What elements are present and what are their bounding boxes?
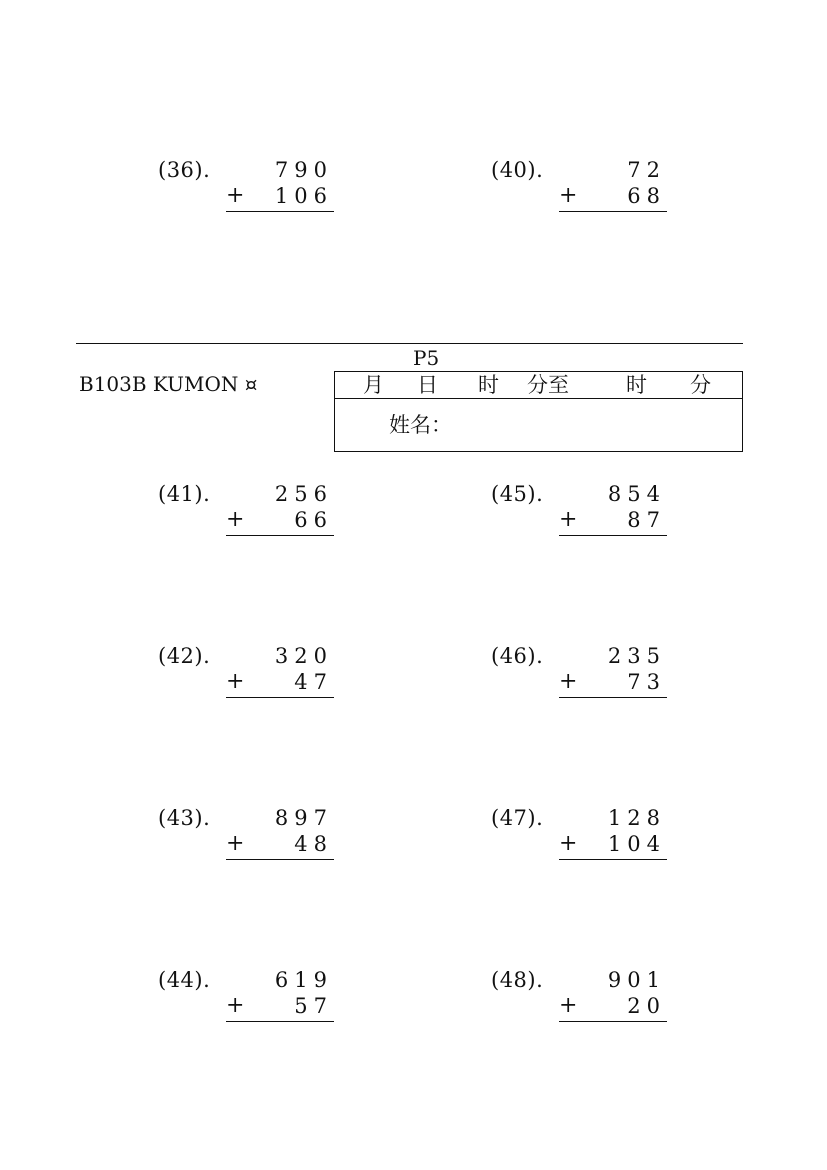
addend-bottom: 57 (294, 994, 333, 1018)
sum-rule (226, 1021, 334, 1022)
sum-rule (559, 697, 667, 698)
addend-top: 790 (274, 158, 333, 182)
problem-number: (47). (491, 806, 544, 830)
problem-40 (491, 157, 751, 227)
name-field-label: 姓名： (389, 413, 452, 437)
addend-top: 72 (627, 158, 666, 182)
addend-top: 235 (607, 644, 666, 668)
addend-top: 619 (274, 968, 333, 992)
problem-47 (491, 805, 751, 875)
date-name-box (334, 371, 743, 452)
day-label: 日 (417, 373, 438, 397)
minute-end-label: 分 (690, 373, 711, 397)
problem-45 (491, 481, 751, 551)
problem-number: (48). (491, 968, 544, 992)
hour-start-label: 时 (478, 373, 499, 397)
plus-sign: + (559, 669, 578, 694)
worksheet-code: B103B KUMON ¤ (79, 372, 258, 396)
addend-bottom: 20 (627, 994, 666, 1018)
month-label: 月 (363, 373, 384, 397)
page-label: P5 (413, 346, 440, 370)
sum-rule (559, 535, 667, 536)
sum-rule (226, 697, 334, 698)
sum-rule (559, 859, 667, 860)
plus-sign: + (226, 669, 245, 694)
problem-46 (491, 643, 751, 713)
sum-rule (226, 859, 334, 860)
sum-rule (226, 535, 334, 536)
addend-bottom: 47 (294, 670, 333, 694)
date-row (335, 372, 742, 399)
plus-sign: + (226, 831, 245, 856)
plus-sign: + (226, 993, 245, 1018)
sum-rule (559, 211, 667, 212)
plus-sign: + (226, 183, 245, 208)
problem-48 (491, 967, 751, 1037)
addend-bottom: 106 (274, 184, 333, 208)
plus-sign: + (559, 831, 578, 856)
problem-number: (46). (491, 644, 544, 668)
problem-41 (158, 481, 418, 551)
plus-sign: + (226, 507, 245, 532)
minute-to-label: 分至 (527, 373, 569, 397)
addend-top: 128 (607, 806, 666, 830)
addend-top: 897 (274, 806, 333, 830)
problem-43 (158, 805, 418, 875)
sum-rule (226, 211, 334, 212)
addend-bottom: 73 (627, 670, 666, 694)
problem-number: (43). (158, 806, 211, 830)
page-divider (76, 343, 743, 344)
hour-end-label: 时 (626, 373, 647, 397)
problem-number: (44). (158, 968, 211, 992)
addend-top: 320 (274, 644, 333, 668)
problem-42 (158, 643, 418, 713)
addend-bottom: 87 (627, 508, 666, 532)
problem-number: (41). (158, 482, 211, 506)
addend-bottom: 104 (607, 832, 666, 856)
problem-number: (36). (158, 158, 211, 182)
addend-bottom: 68 (627, 184, 666, 208)
plus-sign: + (559, 183, 578, 208)
addend-top: 901 (607, 968, 666, 992)
addend-top: 256 (274, 482, 333, 506)
problem-number: (45). (491, 482, 544, 506)
plus-sign: + (559, 507, 578, 532)
addend-bottom: 48 (294, 832, 333, 856)
problem-36 (158, 157, 418, 227)
addend-top: 854 (607, 482, 666, 506)
addend-bottom: 66 (294, 508, 333, 532)
problem-number: (42). (158, 644, 211, 668)
problem-44 (158, 967, 418, 1037)
problem-number: (40). (491, 158, 544, 182)
sum-rule (559, 1021, 667, 1022)
plus-sign: + (559, 993, 578, 1018)
